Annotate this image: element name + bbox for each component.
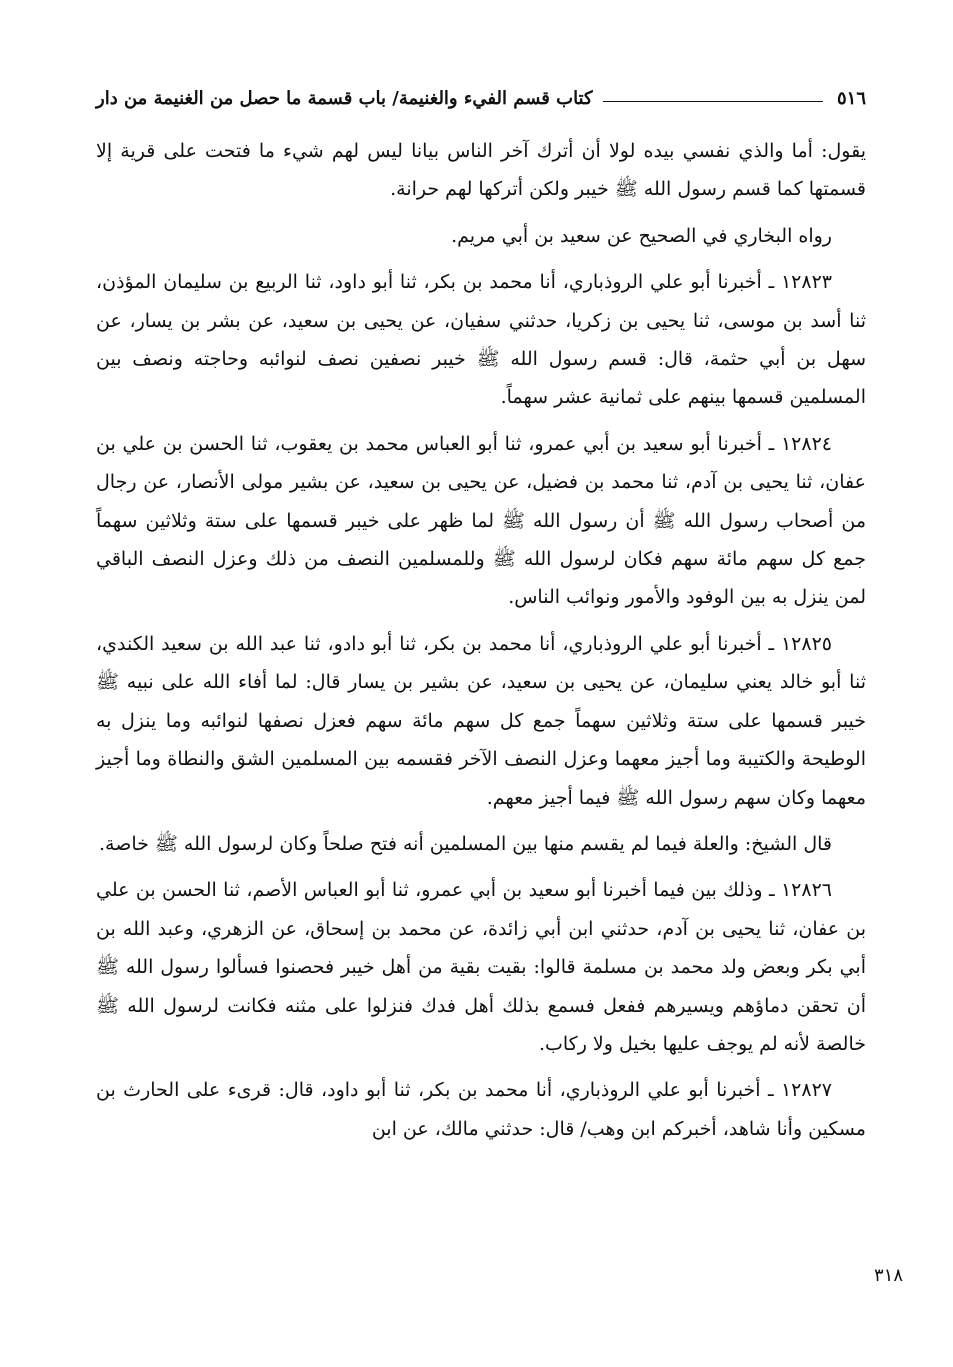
hadith-12823: ١٢٨٢٣ ـ أخبرنا أبو علي الروذباري، أنا محمد بن بكر، ثنا أبو داود، ثنا الربيع بن سليمان المؤذن، ثنا أسد بن موسى، ثنا يحيى بن زكريا، حدثني سفيان، عن يحيى بن سعيد، عن بشر بن يسار، عن سهل بن أبي حثمة، قال: قسم رسول الله ﷺ خيبر نصفين نصف لنوائبه وحاجته ونصف بين المسلمين قسمها بينهم على ثمانية عشر سهماً. (96, 271, 866, 409)
sheikh-comment: قال الشيخ: والعلة فيما لم يقسم منها بين المسلمين أنه فتح صلحاً وكان لرسول الله ﷺ خاصة. (98, 832, 832, 855)
margin-page-reference: ٣١٨ (874, 1265, 904, 1286)
page-number: ٥١٦ (836, 87, 866, 109)
header-rule (603, 101, 823, 102)
page-body (96, 132, 866, 1148)
hadith-12827: ١٢٨٢٧ ـ أخبرنا أبو علي الروذباري، أنا محمد بن بكر، ثنا أبو داود، قال: قرىء على الحارث بن مسكين وأنا شاهد، أخبركم ابن وهب/ قال: حدثني مالك، عن ابن (96, 1079, 866, 1140)
running-header (96, 78, 866, 118)
paragraph-continuation: يقول: أما والذي نفسي بيده لولا أن أترك آخر الناس بيانا ليس لهم شيء ما فتحت على قرية إلا قسمتها كما قسم رسول الله ﷺ خيبر ولكن أتركها لهم حرانة. (96, 140, 866, 201)
running-title: كتاب قسم الفيء والغنيمة/ باب قسمة ما حصل من الغنيمة من دار (96, 87, 593, 109)
hadith-12826: ١٢٨٢٦ ـ وذلك بين فيما أخبرنا أبو سعيد بن أبي عمرو، ثنا أبو العباس الأصم، ثنا الحسن بن علي بن عفان، ثنا يحيى بن آدم، حدثني ابن أبي زائدة، عن محمد بن إسحاق، عن الزهري، وعبد الله بن أبي بكر وبعض ولد محمد بن مسلمة قالوا: بقيت بقية من أهل خيبر فحصنوا فسألوا رسول الله ﷺ أن تحقن دماؤهم ويسيرهم ففعل فسمع بذلك أهل فدك فنزلوا على مثنه فكانت لرسول الله ﷺ خالصة لأنه لم يوجف عليها بخيل ولا ركاب. (96, 879, 866, 1055)
paragraph-source-note: رواه البخاري في الصحيح عن سعيد بن أبي مريم. (451, 224, 832, 247)
hadith-12825: ١٢٨٢٥ ـ أخبرنا أبو علي الروذباري، أنا محمد بن بكر، ثنا أبو دادو، ثنا عبد الله بن سعيد الكندي، ثنا أبو خالد يعني سليمان، عن يحيى بن سعيد، عن بشير بن يسار قال: لما أفاء الله على نبيه ﷺ خيبر قسمها على ستة وثلاثين سهماً جمع كل سهم مائة سهم فعزل نصفها لنوائبه وما ينزل به الوطيحة والكتيبة وما أجيز معهما وعزل النصف الآخر فقسمه بين المسلمين الشق والنطاة وما أجيز معهما وكان سهم رسول الله ﷺ فيما أجيز معهم. (96, 632, 866, 809)
hadith-12824: ١٢٨٢٤ ـ أخبرنا أبو سعيد بن أبي عمرو، ثنا أبو العباس محمد بن يعقوب، ثنا الحسن بن علي بن عفان، ثنا يحيى بن آدم، ثنا محمد بن فضيل، عن يحيى بن سعيد، عن بشير مولى الأنصار، عن رجال من أصحاب رسول الله ﷺ أن رسول الله ﷺ لما ظهر على خيبر قسمها على ستة وثلاثين سهماً جمع كل سهم مائة سهم فكان لرسول الله ﷺ وللمسلمين النصف من ذلك وعزل النصف الباقي لمن ينزل به بين الوفود والأمور ونوائب الناس. (96, 432, 866, 609)
